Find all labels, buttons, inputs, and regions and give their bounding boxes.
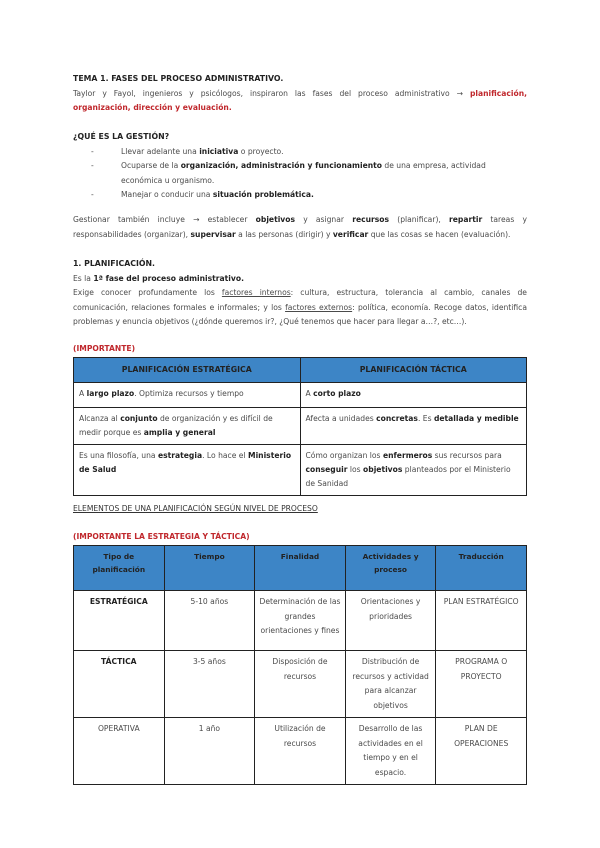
table-row xyxy=(74,651,527,718)
bold-text: detallada y medible xyxy=(433,414,519,423)
intro-paragraph xyxy=(73,87,527,116)
text-segment: a las personas (dirigir) y xyxy=(235,229,333,239)
underlined-text: factores internos xyxy=(221,288,291,297)
text-segment: OPERATIVA xyxy=(97,724,140,733)
text-segment: Desarrollo de las actividades en el tiempo y en el espacio. xyxy=(358,724,423,777)
bold-text: situación problemática. xyxy=(212,190,314,199)
bold-text: conseguir xyxy=(305,465,348,474)
planificacion-section xyxy=(73,257,527,330)
text-segment: Exige conocer profundamente los xyxy=(73,288,222,297)
text-segment: 5-10 años xyxy=(190,597,229,606)
gestion-paragraph xyxy=(73,213,527,242)
bold-text: concretas xyxy=(376,414,418,423)
bullet-item xyxy=(73,159,527,188)
text-segment: o proyecto. xyxy=(238,146,284,156)
planificacion-first-line xyxy=(73,272,527,287)
bullet-item xyxy=(73,188,527,203)
text-segment: Llevar adelante una xyxy=(121,146,200,156)
text-segment: Taylor y Fayol, ingenieros y psicólogos, inspiraron las fases del proceso administrativo → xyxy=(73,88,470,98)
bold-text: supervisar xyxy=(190,229,236,239)
text-segment: planteados por el Ministerio de Sanidad xyxy=(305,465,511,488)
text-segment: Disposición de recursos xyxy=(272,657,328,681)
planificacion-heading: 1. PLANIFICACIÓN. xyxy=(73,259,155,268)
bold-text: repartir xyxy=(449,215,483,224)
bold-text: corto plazo xyxy=(313,389,361,398)
text-segment: Es la xyxy=(73,273,94,283)
bold-text: Ministerio de Salud xyxy=(79,451,292,474)
text-segment: PLAN ESTRATÉGICO xyxy=(443,597,519,606)
table-row xyxy=(74,408,527,445)
gestion-bullet-list xyxy=(73,145,527,203)
bold-text: amplia y general xyxy=(143,428,216,437)
column-header: Tipo de planificación xyxy=(74,546,165,591)
text-segment: . Lo hace el xyxy=(202,451,249,460)
text-segment: Utilización de recursos xyxy=(274,724,326,748)
page-title: TEMA 1. FASES DEL PROCESO ADMINISTRATIVO. xyxy=(73,74,284,83)
table-cell xyxy=(345,718,436,785)
text-segment: Afecta a unidades xyxy=(305,414,377,423)
table-cell xyxy=(345,591,436,651)
column-header: Finalidad xyxy=(255,546,346,591)
text-segment: Cómo organizan los xyxy=(305,451,383,460)
table-cell xyxy=(345,651,436,718)
text-segment: 3-5 años xyxy=(192,657,226,666)
table-cell xyxy=(74,445,301,496)
text-segment: : cultura, estructura, tolerancia al cambio, canales de comunicación, relaciones formales e informales; y los xyxy=(73,288,527,312)
table-cell xyxy=(164,651,255,718)
column-header: Traducción xyxy=(436,546,527,591)
highlight-text: planificación, organización, dirección y evaluación. xyxy=(73,88,527,112)
planning-comparison-table xyxy=(73,357,527,496)
gestion-section xyxy=(73,130,527,203)
intro-section xyxy=(73,72,527,116)
elements-heading: ELEMENTOS DE UNA PLANIFICACIÓN SEGÚN NIVEL DE PROCESO xyxy=(73,504,318,513)
bold-text: conjunto xyxy=(120,414,158,423)
text-segment: Alcanza al xyxy=(79,414,121,423)
text-segment: Es una filosofía, una xyxy=(79,451,158,460)
table-row xyxy=(74,383,527,408)
column-header: PLANIFICACIÓN TÁCTICA xyxy=(300,358,527,383)
gestion-heading: ¿QUÉ ES LA GESTIÓN? xyxy=(73,132,170,141)
text-segment: los xyxy=(347,465,364,474)
text-segment: Orientaciones y prioridades xyxy=(360,597,421,621)
table-cell xyxy=(436,718,527,785)
bold-text: objetivos xyxy=(255,215,295,224)
table-cell xyxy=(164,591,255,651)
table-cell xyxy=(164,718,255,785)
text-segment: : política, economía. Recoge datos, identifica problemas y enuncia objetivos (¿dónde queremos ir?, ¿Qué tenemos que hacer para llegar a…?, etc…). xyxy=(73,302,528,326)
bold-text: ESTRATÉGICA xyxy=(89,597,148,606)
text-segment: PLAN DE OPERACIONES xyxy=(454,724,509,748)
table-row xyxy=(74,718,527,785)
bold-text: largo plazo xyxy=(86,389,135,398)
gestion-paragraph-wrap xyxy=(73,213,527,242)
table-cell xyxy=(300,408,527,445)
column-header: PLANIFICACIÓN ESTRATÉGICA xyxy=(74,358,301,383)
column-header: Tiempo xyxy=(164,546,255,591)
bold-text: objetivos xyxy=(363,465,403,474)
bold-text: iniciativa xyxy=(199,146,239,156)
table-cell xyxy=(436,591,527,651)
text-segment: (planificar), xyxy=(389,215,450,224)
table-cell xyxy=(300,445,527,496)
text-segment: A xyxy=(79,389,87,398)
text-segment: que las cosas se hacen (evaluación). xyxy=(368,229,511,239)
text-segment: Manejar o conducir una xyxy=(121,190,213,199)
text-segment: Ocuparse de la xyxy=(121,161,181,170)
bold-text: 1ª fase del proceso administrativo. xyxy=(93,273,244,283)
table-cell xyxy=(255,718,346,785)
planning-levels-table xyxy=(73,545,527,785)
text-segment: tareas y responsabilidades (organizar), xyxy=(73,215,527,239)
text-segment: . Es xyxy=(417,414,434,423)
table-cell xyxy=(255,591,346,651)
table-row xyxy=(74,591,527,651)
bold-text: enfermeros xyxy=(382,451,433,460)
important-strategy-label: (IMPORTANTE LA ESTRATEGIA Y TÁCTICA) xyxy=(73,532,250,541)
bold-text: verificar xyxy=(332,229,369,239)
text-segment: Determinación de las grandes orientaciones y fines xyxy=(259,597,341,635)
important-label: (IMPORTANTE) xyxy=(73,344,136,353)
bold-text: organización, administración y funcionamiento xyxy=(180,161,382,170)
text-segment: y asignar xyxy=(295,215,353,224)
bold-text: recursos xyxy=(352,215,390,224)
planificacion-paragraph xyxy=(73,286,527,330)
bullet-item xyxy=(73,145,527,160)
underlined-text: factores externos xyxy=(285,302,353,312)
text-segment: Gestionar también incluye → establecer xyxy=(73,215,256,224)
table-cell xyxy=(74,591,165,651)
table-cell xyxy=(255,651,346,718)
bold-text: TÁCTICA xyxy=(101,657,137,666)
text-segment: 1 año xyxy=(198,724,221,733)
table-cell xyxy=(74,408,301,445)
text-segment: Distribución de recursos y actividad para alcanzar objetivos xyxy=(352,657,429,710)
text-segment: . Optimiza recursos y tiempo xyxy=(134,389,244,398)
table-row xyxy=(74,445,527,496)
text-segment: de organización y es difícil de medir porque es xyxy=(79,414,273,437)
table-cell xyxy=(74,383,301,408)
text-segment: sus recursos para xyxy=(432,451,502,460)
column-header: Actividades y proceso xyxy=(345,546,436,591)
table-cell xyxy=(436,651,527,718)
text-segment: A xyxy=(305,389,314,398)
table-cell xyxy=(74,718,165,785)
table-cell xyxy=(74,651,165,718)
text-segment: PROGRAMA O PROYECTO xyxy=(455,657,508,681)
bold-text: estrategia xyxy=(157,451,203,460)
table-cell xyxy=(300,383,527,408)
text-segment: de una empresa, actividad económica u organismo. xyxy=(121,161,486,185)
